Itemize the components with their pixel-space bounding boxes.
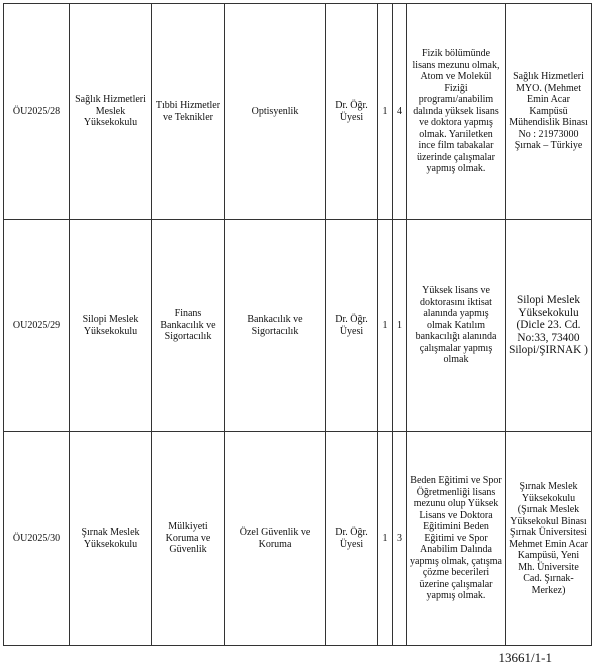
page-number: 13661/1-1 <box>498 650 552 665</box>
table-row <box>4 220 592 432</box>
announcement-code: ÖU2025/28 <box>4 4 70 220</box>
academic-title: Dr. Öğr. Üyesi <box>326 220 378 432</box>
position-count: 3 <box>393 432 407 646</box>
requirements-text: Beden Eğitimi ve Spor Öğretmenliği lisans mezunu olup Yüksek Lisans ve Doktora Eğitimini Beden Eğitimi ve Spor Anabilim Dalında yapmış olmak, çatışma çözme becerileri üzerine çalışmalar yapmış olmak. <box>407 432 506 646</box>
department-name: Mülkiyeti Koruma ve Güvenlik <box>152 432 225 646</box>
table-row <box>4 432 592 646</box>
requirements-text: Yüksek lisans ve doktorasını iktisat alanında yapmış olmak Katılım bankacılığı alanında çalışmalar yapmış olmak <box>407 220 506 432</box>
unit-name: Sağlık Hizmetleri Meslek Yüksekokulu <box>70 4 152 220</box>
announcement-code: OU2025/29 <box>4 220 70 432</box>
application-address: Şırnak Meslek Yüksekokulu (Şırnak Meslek Yüksekokul Binası Şırnak Üniversitesi Mehmet Emin Acar Kampüsü, Yeni Mh. Üniversite Cad. Şırnak- Merkez) <box>506 432 592 646</box>
degree-value: 1 <box>378 4 393 220</box>
position-count: 1 <box>393 220 407 432</box>
academic-title: Dr. Öğr. Üyesi <box>326 432 378 646</box>
program-name: Optisyenlik <box>225 4 326 220</box>
program-name: Bankacılık ve Sigortacılık <box>225 220 326 432</box>
positions-table <box>3 3 592 646</box>
unit-name: Silopi Meslek Yüksekokulu <box>70 220 152 432</box>
requirements-text: Fizik bölümünde lisans mezunu olmak, Atom ve Molekül Fiziği programı/anabilim dalında yüksek lisans ve doktora yapmış olmak. Yarıiletken ince film tabakalar üzerinde çalışmalar yapmış olmak. <box>407 4 506 220</box>
academic-title: Dr. Öğr. Üyesi <box>326 4 378 220</box>
department-name: Finans Bankacılık ve Sigortacılık <box>152 220 225 432</box>
table-row <box>4 4 592 220</box>
degree-value: 1 <box>378 432 393 646</box>
department-name: Tıbbi Hizmetler ve Teknikler <box>152 4 225 220</box>
degree-value: 1 <box>378 220 393 432</box>
announcement-code: ÖU2025/30 <box>4 432 70 646</box>
position-count: 4 <box>393 4 407 220</box>
unit-name: Şırnak Meslek Yüksekokulu <box>70 432 152 646</box>
application-address: Silopi Meslek Yüksekokulu (Dicle 23. Cd. No:33, 73400 Silopi/ŞIRNAK ) <box>506 220 592 432</box>
program-name: Özel Güvenlik ve Koruma <box>225 432 326 646</box>
application-address: Sağlık Hizmetleri MYO. (Mehmet Emin Acar Kampüsü Mühendislik Binası No : 21973000 Şırnak – Türkiye <box>506 4 592 220</box>
